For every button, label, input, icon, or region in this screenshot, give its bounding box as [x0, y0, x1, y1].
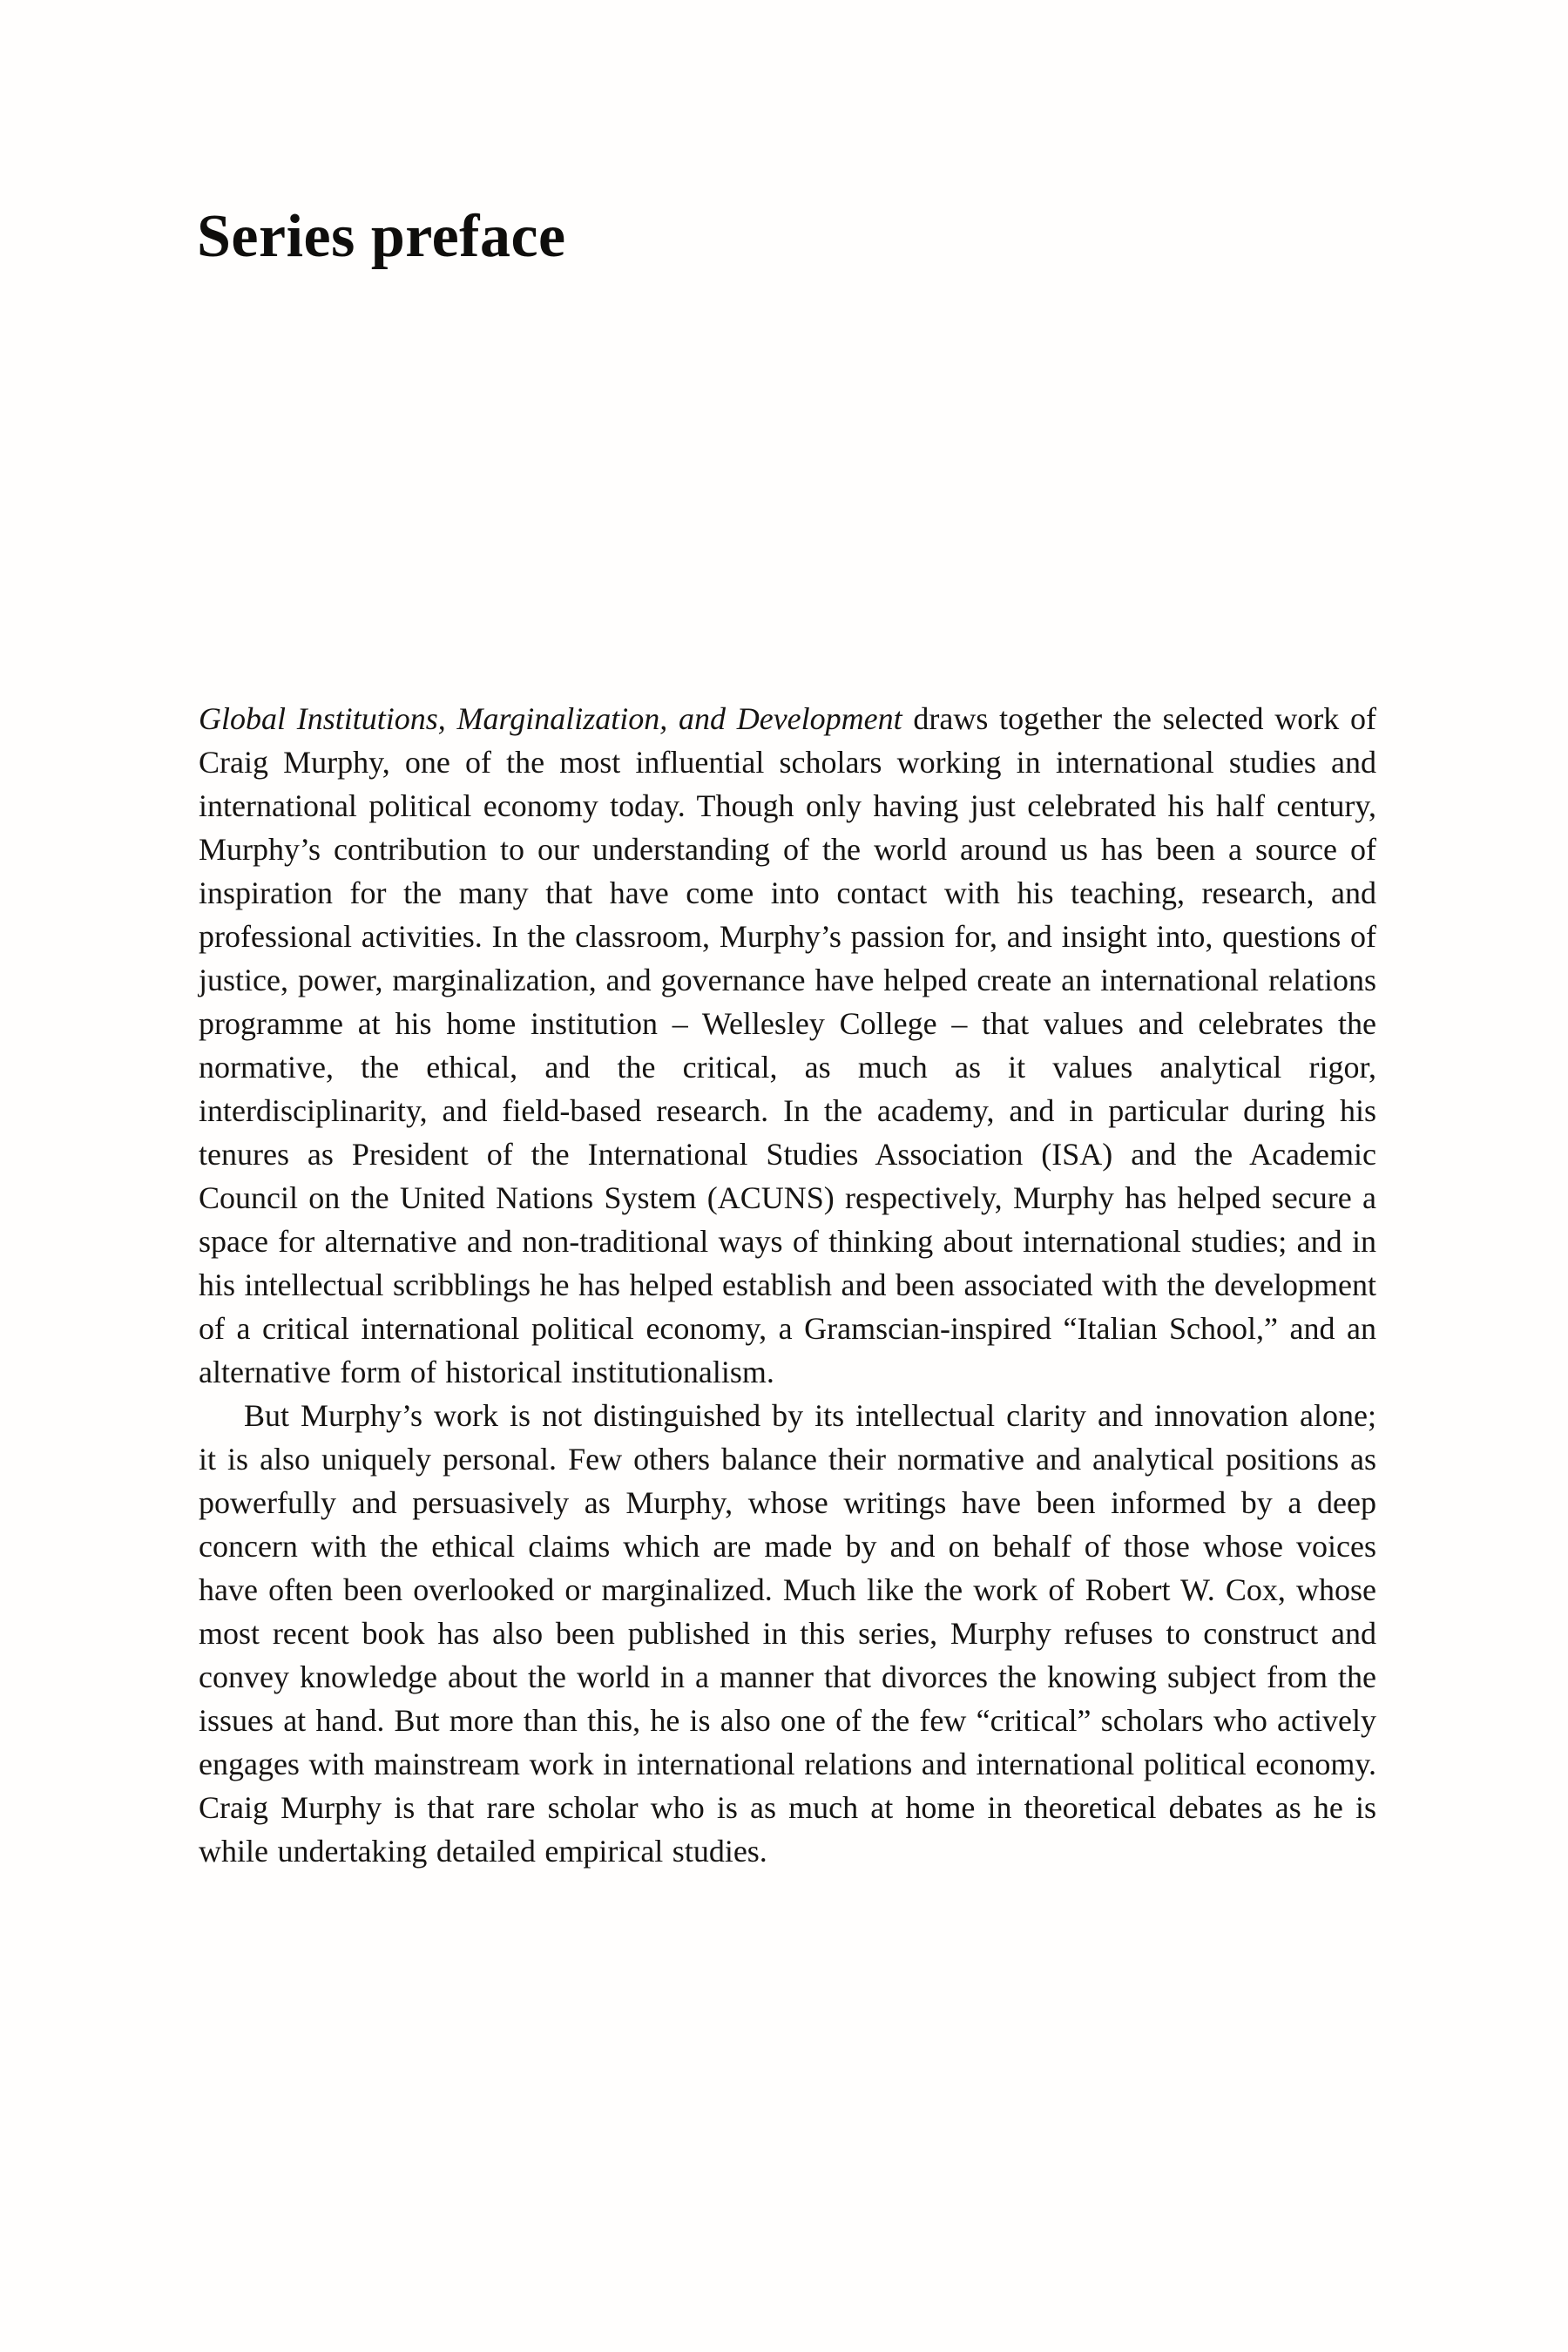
paragraph-text: But Murphy’s work is not distinguished by its intellectual clarity and innovation alone; it is also uniquely personal. Few others balance their normative and analytical positions as powerfully and persuasively as Murphy, whose writings have been informed by a deep concern with the ethical claims which are made by and on behalf of those whose voices have often been overlooked or marginalized. Much like the work of Robert W. Cox, whose most recent book has also been published in this series, Murphy refuses to construct and convey knowledge about the world in a manner that divorces the knowing subject from the issues at hand. But more than this, he is also one of the few “critical” scholars who actively engages with mainstream work in international relations and international political economy. Craig Murphy is that rare scholar who is as much at home in theoretical debates as he is while undertaking detailed empirical studies. [199, 1398, 1376, 1869]
book-title-italic: Global Institutions, Marginalization, and Development [199, 701, 902, 736]
preface-body [199, 697, 1376, 1873]
paragraph [199, 697, 1376, 1394]
paragraph-text: draws together the selected work of Craig Murphy, one of the most influential scholars working in international studies and international political economy today. Though only having just celebrated his half century, Murphy’s contribution to our understanding of the world around us has been a source of inspiration for the many that have come into contact with his teaching, research, and professional activities. In the classroom, Murphy’s passion for, and insight into, questions of justice, power, marginalization, and governance have helped create an international relations programme at his home institution – Wellesley College – that values and celebrates the normative, the ethical, and the critical, as much as it values analytical rigor, interdisciplinarity, and field-based research. In the academy, and in particular during his tenures as President of the International Studies Association (ISA) and the Academic Council on the United Nations System (ACUNS) respectively, Murphy has helped secure a space for alternative and non-traditional ways of thinking about international studies; and in his intellectual scribblings he has helped establish and been associated with the development of a critical international political economy, a Gramscian-inspired “Italian School,” and an alternative form of historical institutionalism. [199, 701, 1376, 1389]
page-title: Series preface [197, 203, 566, 270]
paragraph [199, 1394, 1376, 1873]
